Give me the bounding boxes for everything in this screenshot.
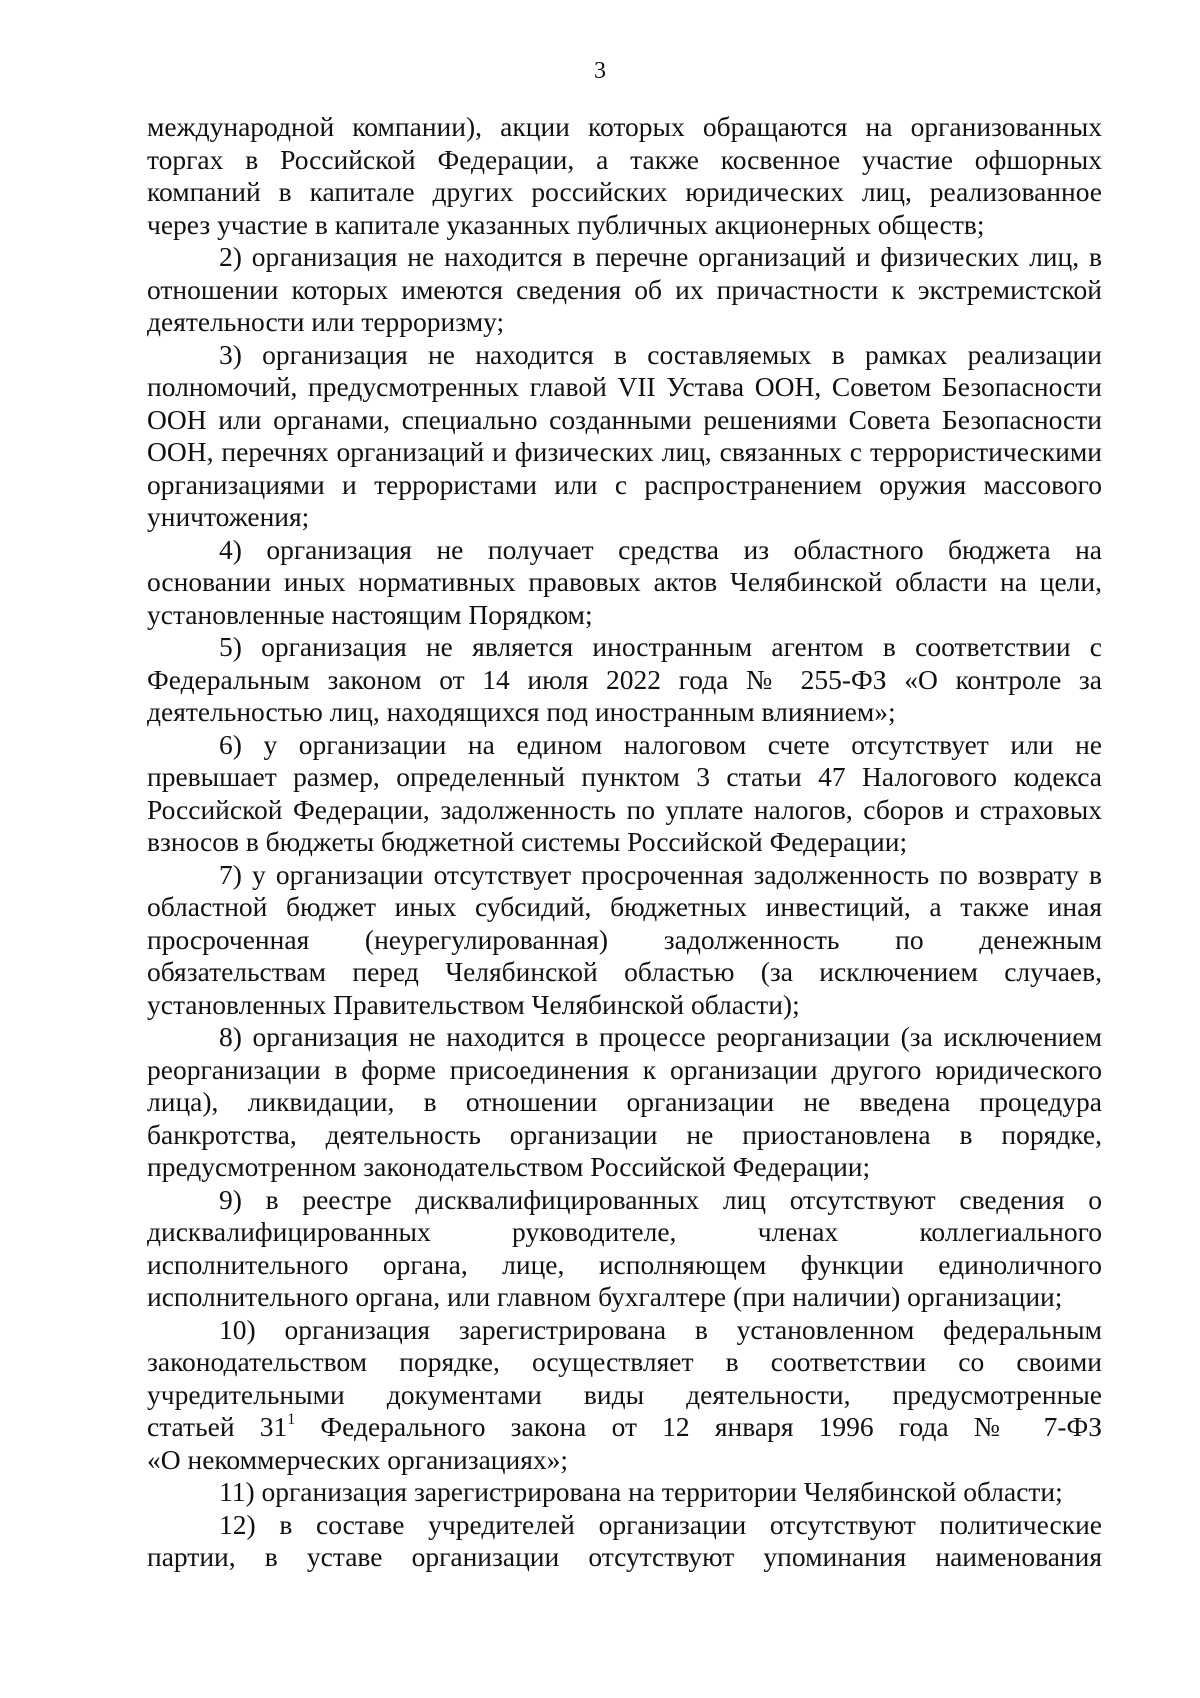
text-line: «О некоммерческих организациях»; bbox=[147, 1443, 569, 1475]
text-line: превышает размер, определенный пунктом 3 статьи 47 Налогового кодекса bbox=[147, 761, 1102, 792]
text-line: 2) организация не находится в перечне организаций и физических лиц, в bbox=[219, 241, 1102, 272]
text-line: банкротства, деятельность организации не приостановлена в порядке, bbox=[147, 1118, 1102, 1150]
statute-law: Федерального закона от 12 января 1996 года № 7-ФЗ bbox=[295, 1411, 1102, 1442]
text-line: 5) организация не является иностранным агентом в соответствии с bbox=[219, 631, 1102, 662]
paragraph bbox=[147, 534, 1102, 632]
text-line: областной бюджет иных субсидий, бюджетных инвестиций, а также иная bbox=[147, 891, 1102, 922]
text-line: полномочий, предусмотренных главой VII Устава ООН, Советом Безопасности bbox=[147, 371, 1102, 402]
statute-ref: статьей 31 bbox=[147, 1411, 288, 1442]
paragraph bbox=[147, 859, 1102, 1022]
paragraph bbox=[147, 111, 1102, 241]
text-line: ООН или органами, специально созданными решениями Совета Безопасности bbox=[147, 403, 1102, 435]
text-line: 3) организация не находится в составляемых в рамках реализации bbox=[219, 338, 1102, 370]
text-line: деятельности или терроризму; bbox=[147, 306, 505, 337]
text-line: международной компании), акции которых обращаются на организованных bbox=[147, 111, 1102, 142]
text-line: обязательствам перед Челябинской областью (за исключением случаев, bbox=[147, 956, 1102, 987]
text-line: исполнительного органа, лице, исполняющем функции единоличного bbox=[147, 1248, 1102, 1280]
text-line: 8) организация не находится в процессе реорганизации (за исключением bbox=[219, 1021, 1102, 1052]
text-line: предусмотренном законодательством Российской Федерации; bbox=[147, 1151, 871, 1182]
paragraph bbox=[147, 1509, 1102, 1574]
text-line: партии, в уставе организации отсутствуют упоминания наименования bbox=[147, 1541, 1102, 1572]
text-line: 4) организация не получает средства из областного бюджета на bbox=[219, 533, 1102, 565]
text-line: компаний в капитале других российских юридических лиц, реализованное bbox=[147, 176, 1102, 207]
paragraph bbox=[147, 1314, 1102, 1412]
text-line: основании иных нормативных правовых актов Челябинской области на цели, bbox=[147, 566, 1102, 597]
text-line: организациями и террористами или с распространением оружия массового bbox=[147, 468, 1102, 500]
text-line: уничтожения; bbox=[147, 501, 310, 532]
text-line: взносов в бюджеты бюджетной системы Российской Федерации; bbox=[147, 826, 908, 857]
footnote-superscript: 1 bbox=[287, 1411, 296, 1428]
page-number: 3 bbox=[594, 58, 606, 84]
text-line: исполнительного органа, или главном бухгалтере (при наличии) организации; bbox=[147, 1281, 1063, 1312]
text-line: Российской Федерации, задолженность по уплате налогов, сборов и страховых bbox=[147, 793, 1102, 825]
text-line: установленные настоящим Порядком; bbox=[147, 598, 593, 630]
text-line: через участие в капитале указанных публичных акционерных обществ; bbox=[147, 208, 985, 240]
text-line: торгах в Российской Федерации, а также косвенное участие офшорных bbox=[147, 143, 1102, 175]
text-line: ООН, перечнях организаций и физических лиц, связанных с террористическими bbox=[147, 436, 1102, 467]
paragraph bbox=[147, 631, 1102, 729]
text-line: деятельностью лиц, находящихся под иностранным влиянием»; bbox=[147, 696, 896, 727]
text-line: 12) в составе учредителей организации отсутствуют политические bbox=[219, 1508, 1102, 1540]
paragraph bbox=[147, 241, 1102, 339]
text-line: 11) организация зарегистрирована на территории Челябинской области; bbox=[219, 1476, 1063, 1507]
text-line: установленных Правительством Челябинской области); bbox=[147, 988, 800, 1020]
paragraph bbox=[147, 1411, 1102, 1476]
paragraph bbox=[147, 1184, 1102, 1314]
text-line: 10) организация зарегистрирована в установленном федеральным bbox=[219, 1313, 1102, 1345]
paragraph bbox=[147, 339, 1102, 534]
text-line: 9) в реестре дисквалифицированных лиц отсутствуют сведения о bbox=[219, 1183, 1102, 1215]
text-line: 7) у организации отсутствует просроченная задолженность по возврату в bbox=[219, 858, 1102, 890]
document-body bbox=[147, 111, 1102, 1574]
paragraph bbox=[147, 1021, 1102, 1184]
text-line: отношении которых имеются сведения об их причастности к экстремистской bbox=[147, 273, 1102, 305]
text-line: учредительными документами виды деятельности, предусмотренные bbox=[147, 1378, 1102, 1410]
text-line: Федеральным законом от 14 июля 2022 года № 255-ФЗ «О контроле за bbox=[147, 663, 1102, 695]
paragraph bbox=[147, 1476, 1102, 1509]
text-line: дисквалифицированных руководителе, членах коллегиального bbox=[147, 1216, 1102, 1247]
text-line: реорганизации в форме присоединения к организации другого юридического bbox=[147, 1053, 1102, 1085]
text-line: 6) у организации на едином налоговом счете отсутствует или не bbox=[219, 728, 1102, 760]
paragraph bbox=[147, 729, 1102, 859]
text-line: лица), ликвидации, в отношении организации не введена процедура bbox=[147, 1086, 1102, 1117]
text-line: законодательством порядке, осуществляет в соответствии со своими bbox=[147, 1346, 1102, 1377]
text-line: просроченная (неурегулированная) задолженность по денежным bbox=[147, 923, 1102, 955]
text-line bbox=[147, 1411, 1102, 1444]
